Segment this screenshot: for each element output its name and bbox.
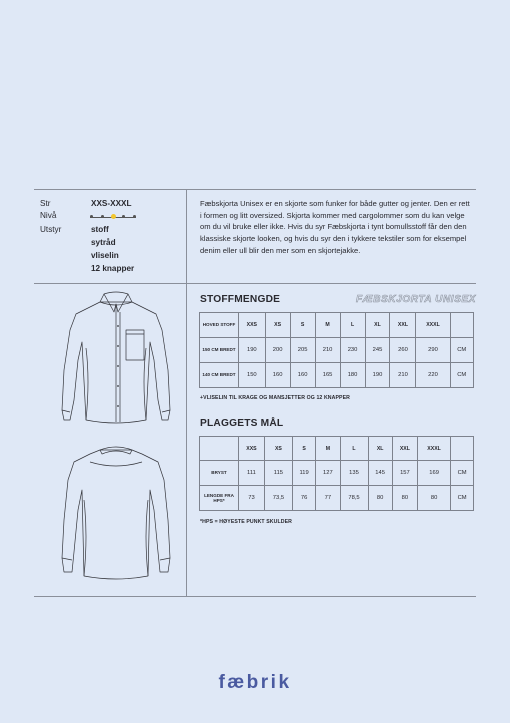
unit-cell: CM [451, 461, 474, 486]
garment-note: *HPS = HØYESTE PUNKT SKULDER [200, 519, 293, 525]
row-label: BRYST [200, 461, 239, 486]
table-cell: 145 [368, 461, 392, 486]
size-header: XL [365, 313, 390, 338]
table-cell: 220 [416, 363, 450, 388]
unit-cell: CM [451, 486, 474, 511]
table-cell: 127 [316, 461, 340, 486]
table-header-row [200, 313, 474, 338]
table-cell: 150 [239, 363, 266, 388]
equipment-label: Utstyr [40, 225, 62, 234]
size-header: L [340, 437, 368, 461]
equipment-item: 12 knapper [91, 264, 135, 273]
table-cell: 111 [239, 461, 265, 486]
table-cell: 260 [390, 338, 416, 363]
size-header: XS [265, 313, 290, 338]
size-header: S [290, 313, 315, 338]
table-cell: 190 [239, 338, 266, 363]
size-header: XS [264, 437, 292, 461]
size-header: XL [368, 437, 392, 461]
table-cell: 230 [340, 338, 365, 363]
level-dot [101, 215, 104, 218]
shirt-back-illustration [56, 440, 176, 588]
table-cell: 119 [292, 461, 315, 486]
level-indicator [90, 215, 136, 219]
fabric-section-title: STOFFMENGDE [200, 294, 281, 305]
table-cell: 180 [340, 363, 365, 388]
description: Fæbskjorta Unisex er en skjorte som funker for både gutter og jenter. Den er rett i formen og litt oversized. Skjorta kommer med cargolommer som du kan velge om du vil bruke eller ikke. Hvis du syr Fæbskjorta i tynt bomullsstoff får den den klassiske skjorte looken, og hvis du syr den i tykkere tekstiler som for eksempel denim eller ull blir den mer som en skjortejakke. [200, 199, 470, 255]
table-cell: 157 [392, 461, 417, 486]
unit-header [450, 313, 474, 338]
table-corner-label [200, 437, 239, 461]
table-cell: 190 [365, 363, 390, 388]
level-dot-active [111, 214, 116, 219]
table-cell: 80 [418, 486, 451, 511]
table-cell: 80 [368, 486, 392, 511]
size-header: XXL [390, 313, 416, 338]
size-value: XXS-XXXL [91, 199, 132, 208]
brand-title: FÆBSKJORTA UNISEX [355, 294, 476, 305]
table-cell: 210 [315, 338, 340, 363]
garment-section-title: PLAGGETS MÅL [200, 418, 284, 429]
size-header: XXXL [418, 437, 451, 461]
size-header: M [315, 313, 340, 338]
top-divider [34, 189, 476, 190]
table-cell: 73,5 [264, 486, 292, 511]
shirt-front-illustration [56, 290, 176, 440]
bottom-divider [34, 596, 476, 597]
level-dot [133, 215, 136, 218]
fabric-note: +VLISELIN TIL KRAGE OG MANSJETTER OG 12 KNAPPER [200, 395, 351, 401]
row-label: 150 CM BREDT [200, 338, 239, 363]
table-cell: 200 [265, 338, 290, 363]
table-cell: 78,5 [340, 486, 368, 511]
level-dot [122, 215, 125, 218]
column-divider [186, 189, 187, 596]
unit-cell: CM [450, 363, 474, 388]
middle-divider [34, 283, 476, 284]
level-label: Nivå [40, 211, 57, 220]
garment-table [199, 436, 474, 511]
table-cell: 135 [340, 461, 368, 486]
brand-logo: fæbrik [218, 672, 292, 693]
size-header: S [292, 437, 315, 461]
size-header: XXL [392, 437, 417, 461]
size-header: L [340, 313, 365, 338]
size-header: XXS [239, 313, 266, 338]
fabric-table [199, 312, 474, 388]
table-cell: 73 [239, 486, 265, 511]
size-header: M [316, 437, 340, 461]
row-label: 140 CM BREDT [200, 363, 239, 388]
table-cell: 205 [290, 338, 315, 363]
table-cell: 165 [315, 363, 340, 388]
equipment-item: vliselin [91, 251, 119, 260]
unit-cell: CM [450, 338, 474, 363]
size-header: XXS [239, 437, 265, 461]
level-dot [90, 215, 93, 218]
size-header: XXXL [416, 313, 450, 338]
table-cell: 77 [316, 486, 340, 511]
equipment-item: stoff [91, 225, 109, 234]
table-cell: 115 [264, 461, 292, 486]
table-corner-label: HOVED STOFF [200, 313, 239, 338]
table-cell: 290 [416, 338, 450, 363]
table-row [200, 363, 474, 388]
table-cell: 76 [292, 486, 315, 511]
row-label: LENGDE FRA HPS* [200, 486, 239, 511]
size-label: Str [40, 199, 51, 208]
table-cell: 160 [265, 363, 290, 388]
table-row [200, 338, 474, 363]
table-cell: 80 [392, 486, 417, 511]
table-cell: 210 [390, 363, 416, 388]
equipment-item: sytråd [91, 238, 116, 247]
table-cell: 245 [365, 338, 390, 363]
unit-header [451, 437, 474, 461]
table-row [200, 461, 474, 486]
table-cell: 169 [418, 461, 451, 486]
table-cell: 160 [290, 363, 315, 388]
table-header-row [200, 437, 474, 461]
table-row [200, 486, 474, 511]
